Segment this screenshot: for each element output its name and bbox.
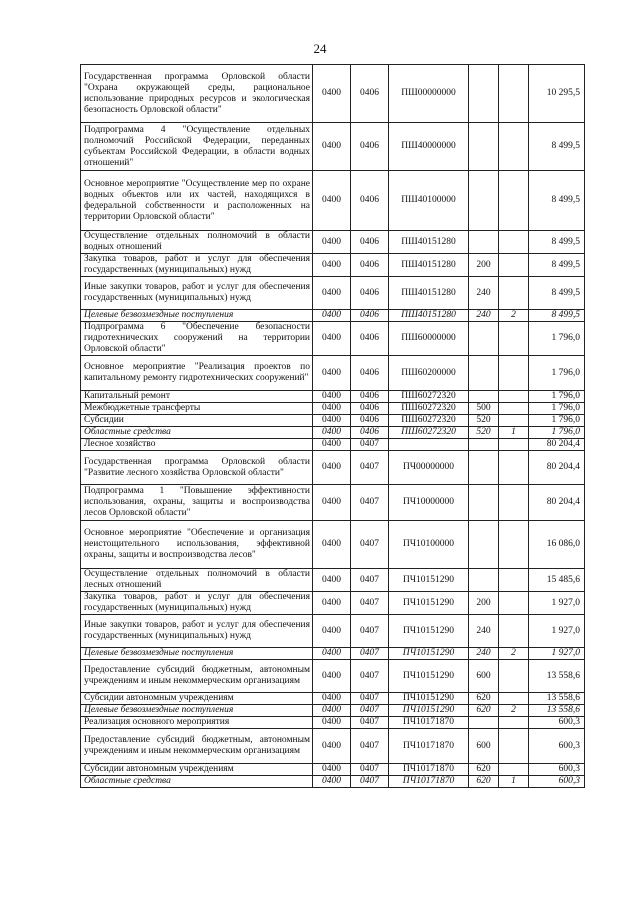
- cell-expense-type: 240: [469, 648, 499, 660]
- cell-subsection: 0406: [351, 322, 389, 356]
- cell-target-article: ПШ60272320: [389, 427, 469, 439]
- cell-subsection: 0407: [351, 660, 389, 693]
- cell-funding-source: 1: [499, 776, 529, 788]
- cell-expense-type: [469, 717, 499, 729]
- cell-expense-type: 240: [469, 277, 499, 310]
- cell-subsection: 0406: [351, 415, 389, 427]
- table-row: [81, 485, 585, 521]
- cell-expense-type: 520: [469, 427, 499, 439]
- cell-funding-source: [499, 231, 529, 254]
- table-row: [81, 776, 585, 788]
- cell-expense-type: [469, 451, 499, 485]
- cell-section: 0400: [313, 65, 351, 123]
- table-row: [81, 171, 585, 231]
- cell-name: Целевые безвозмездные поступления: [81, 705, 313, 717]
- cell-funding-source: [499, 391, 529, 403]
- cell-name: Предоставление субсидий бюджетным, автономным учреждениям и иным некоммерческим организациям: [81, 729, 313, 764]
- table-row: [81, 391, 585, 403]
- cell-amount: 600,3: [529, 764, 585, 776]
- cell-amount: 600,3: [529, 776, 585, 788]
- cell-funding-source: [499, 764, 529, 776]
- cell-name: Государственная программа Орловской области "Охрана окружающей среды, рациональное использование природных ресурсов и экологическая безопасность Орловской области": [81, 65, 313, 123]
- cell-amount: 1 796,0: [529, 427, 585, 439]
- cell-section: 0400: [313, 123, 351, 171]
- cell-subsection: 0406: [351, 254, 389, 277]
- cell-amount: 1 927,0: [529, 592, 585, 615]
- table-row: [81, 254, 585, 277]
- cell-funding-source: [499, 717, 529, 729]
- cell-funding-source: [499, 439, 529, 451]
- table-row: [81, 403, 585, 415]
- table-row: [81, 592, 585, 615]
- cell-name: Осуществление отдельных полномочий в области лесных отношений: [81, 569, 313, 592]
- table-row: [81, 231, 585, 254]
- cell-target-article: ПЧ10151290: [389, 660, 469, 693]
- cell-target-article: ПШ40151280: [389, 310, 469, 322]
- table-row: [81, 660, 585, 693]
- cell-amount: 8 499,5: [529, 231, 585, 254]
- cell-name: Межбюджетные трансферты: [81, 403, 313, 415]
- cell-amount: 1 796,0: [529, 356, 585, 391]
- cell-name: Областные средства: [81, 427, 313, 439]
- cell-section: 0400: [313, 391, 351, 403]
- cell-funding-source: [499, 485, 529, 521]
- table-row: [81, 451, 585, 485]
- cell-amount: 13 558,6: [529, 693, 585, 705]
- cell-target-article: [389, 439, 469, 451]
- cell-subsection: 0407: [351, 693, 389, 705]
- cell-target-article: ПШ40000000: [389, 123, 469, 171]
- cell-name: Субсидии автономным учреждениям: [81, 764, 313, 776]
- cell-funding-source: [499, 356, 529, 391]
- cell-subsection: 0407: [351, 439, 389, 451]
- cell-expense-type: 520: [469, 415, 499, 427]
- cell-funding-source: [499, 521, 529, 569]
- cell-expense-type: 600: [469, 729, 499, 764]
- cell-name: Подпрограмма 1 "Повышение эффективности использования, охраны, защиты и воспроизводства лесов Орловской области": [81, 485, 313, 521]
- cell-funding-source: [499, 277, 529, 310]
- cell-expense-type: [469, 65, 499, 123]
- cell-amount: 8 499,5: [529, 171, 585, 231]
- cell-name: Субсидии: [81, 415, 313, 427]
- cell-subsection: 0406: [351, 310, 389, 322]
- cell-section: 0400: [313, 729, 351, 764]
- cell-target-article: ПШ40151280: [389, 231, 469, 254]
- cell-subsection: 0406: [351, 65, 389, 123]
- cell-target-article: ПЧ10151290: [389, 693, 469, 705]
- cell-target-article: ПШ00000000: [389, 65, 469, 123]
- cell-subsection: 0406: [351, 427, 389, 439]
- cell-expense-type: [469, 439, 499, 451]
- cell-section: 0400: [313, 648, 351, 660]
- cell-amount: 1 796,0: [529, 403, 585, 415]
- cell-name: Закупка товаров, работ и услуг для обеспечения государственных (муниципальных) нужд: [81, 592, 313, 615]
- cell-section: 0400: [313, 521, 351, 569]
- cell-amount: 16 086,0: [529, 521, 585, 569]
- cell-amount: 13 558,6: [529, 660, 585, 693]
- table-row: [81, 277, 585, 310]
- cell-subsection: 0407: [351, 648, 389, 660]
- cell-expense-type: 620: [469, 764, 499, 776]
- table-row: [81, 648, 585, 660]
- cell-funding-source: 2: [499, 648, 529, 660]
- cell-funding-source: [499, 592, 529, 615]
- cell-amount: 8 499,5: [529, 277, 585, 310]
- cell-section: 0400: [313, 415, 351, 427]
- cell-target-article: ПЧ10151290: [389, 569, 469, 592]
- cell-target-article: ПЧ10171870: [389, 717, 469, 729]
- cell-subsection: 0407: [351, 705, 389, 717]
- cell-amount: 80 204,4: [529, 485, 585, 521]
- cell-target-article: ПЧ10171870: [389, 764, 469, 776]
- cell-target-article: ПЧ10100000: [389, 521, 469, 569]
- cell-subsection: 0406: [351, 356, 389, 391]
- cell-expense-type: 620: [469, 693, 499, 705]
- cell-target-article: ПШ60272320: [389, 415, 469, 427]
- cell-target-article: ПШ60200000: [389, 356, 469, 391]
- cell-target-article: ПШ60272320: [389, 403, 469, 415]
- table-row: [81, 322, 585, 356]
- cell-funding-source: [499, 415, 529, 427]
- budget-table: [80, 64, 585, 788]
- cell-amount: 15 485,6: [529, 569, 585, 592]
- cell-target-article: ПШ40151280: [389, 277, 469, 310]
- cell-target-article: ПШ60000000: [389, 322, 469, 356]
- cell-amount: 600,3: [529, 729, 585, 764]
- table-row: [81, 717, 585, 729]
- cell-expense-type: [469, 356, 499, 391]
- cell-section: 0400: [313, 776, 351, 788]
- cell-subsection: 0406: [351, 391, 389, 403]
- cell-expense-type: 240: [469, 615, 499, 648]
- cell-funding-source: [499, 615, 529, 648]
- cell-name: Целевые безвозмездные поступления: [81, 310, 313, 322]
- cell-section: 0400: [313, 569, 351, 592]
- cell-expense-type: [469, 569, 499, 592]
- cell-name: Основное мероприятие "Осуществление мер по охране водных объектов или их частей, находящихся в федеральной собственности и расположенных на территории Орловской области": [81, 171, 313, 231]
- cell-amount: 13 558,6: [529, 705, 585, 717]
- cell-section: 0400: [313, 764, 351, 776]
- table-row: [81, 705, 585, 717]
- cell-section: 0400: [313, 615, 351, 648]
- table-row: [81, 764, 585, 776]
- cell-amount: 1 927,0: [529, 615, 585, 648]
- cell-section: 0400: [313, 717, 351, 729]
- cell-target-article: ПШ40151280: [389, 254, 469, 277]
- cell-name: Подпрограмма 6 "Обеспечение безопасности гидротехнических сооружений на территории Орловской области": [81, 322, 313, 356]
- table-row: [81, 729, 585, 764]
- cell-section: 0400: [313, 322, 351, 356]
- table-body: [81, 65, 585, 788]
- cell-name: Предоставление субсидий бюджетным, автономным учреждениям и иным некоммерческим организациям: [81, 660, 313, 693]
- cell-expense-type: [469, 521, 499, 569]
- table-row: [81, 65, 585, 123]
- cell-amount: 600,3: [529, 717, 585, 729]
- cell-expense-type: 500: [469, 403, 499, 415]
- cell-section: 0400: [313, 310, 351, 322]
- cell-funding-source: [499, 729, 529, 764]
- cell-expense-type: [469, 391, 499, 403]
- cell-subsection: 0407: [351, 717, 389, 729]
- cell-amount: 8 499,5: [529, 310, 585, 322]
- cell-amount: 8 499,5: [529, 254, 585, 277]
- cell-target-article: ПЧ10151290: [389, 648, 469, 660]
- cell-funding-source: [499, 693, 529, 705]
- cell-section: 0400: [313, 485, 351, 521]
- cell-target-article: ПЧ10151290: [389, 592, 469, 615]
- cell-funding-source: [499, 322, 529, 356]
- cell-funding-source: [499, 123, 529, 171]
- cell-target-article: ПЧ00000000: [389, 451, 469, 485]
- cell-section: 0400: [313, 427, 351, 439]
- cell-amount: 10 295,5: [529, 65, 585, 123]
- cell-target-article: ПШ40100000: [389, 171, 469, 231]
- cell-subsection: 0407: [351, 569, 389, 592]
- cell-section: 0400: [313, 171, 351, 231]
- cell-funding-source: [499, 171, 529, 231]
- cell-name: Капитальный ремонт: [81, 391, 313, 403]
- cell-name: Осуществление отдельных полномочий в области водных отношений: [81, 231, 313, 254]
- cell-expense-type: 200: [469, 254, 499, 277]
- cell-section: 0400: [313, 592, 351, 615]
- cell-name: Областные средства: [81, 776, 313, 788]
- cell-expense-type: [469, 123, 499, 171]
- page-number: 24: [313, 41, 327, 56]
- cell-subsection: 0407: [351, 764, 389, 776]
- cell-name: Лесное хозяйство: [81, 439, 313, 451]
- cell-section: 0400: [313, 439, 351, 451]
- cell-target-article: ПЧ10151290: [389, 705, 469, 717]
- cell-funding-source: 1: [499, 427, 529, 439]
- cell-amount: 1 796,0: [529, 415, 585, 427]
- cell-subsection: 0406: [351, 277, 389, 310]
- cell-target-article: ПЧ10171870: [389, 729, 469, 764]
- cell-name: Целевые безвозмездные поступления: [81, 648, 313, 660]
- cell-amount: 80 204,4: [529, 439, 585, 451]
- cell-name: Иные закупки товаров, работ и услуг для обеспечения государственных (муниципальных) нужд: [81, 277, 313, 310]
- cell-funding-source: [499, 451, 529, 485]
- cell-subsection: 0407: [351, 592, 389, 615]
- cell-name: Основное мероприятие "Обеспечение и организация неистощительного использования, эффективной охраны, защиты и воспроизводства лесов": [81, 521, 313, 569]
- cell-subsection: 0407: [351, 729, 389, 764]
- cell-expense-type: 620: [469, 705, 499, 717]
- cell-section: 0400: [313, 451, 351, 485]
- cell-section: 0400: [313, 254, 351, 277]
- cell-expense-type: 600: [469, 660, 499, 693]
- cell-expense-type: 620: [469, 776, 499, 788]
- cell-expense-type: [469, 485, 499, 521]
- cell-subsection: 0407: [351, 451, 389, 485]
- cell-target-article: ПЧ10171870: [389, 776, 469, 788]
- cell-target-article: ПШ60272320: [389, 391, 469, 403]
- cell-funding-source: [499, 65, 529, 123]
- cell-section: 0400: [313, 356, 351, 391]
- cell-subsection: 0406: [351, 403, 389, 415]
- cell-subsection: 0406: [351, 123, 389, 171]
- cell-name: Субсидии автономным учреждениям: [81, 693, 313, 705]
- cell-amount: 1 927,0: [529, 648, 585, 660]
- cell-amount: 1 796,0: [529, 391, 585, 403]
- cell-expense-type: [469, 322, 499, 356]
- cell-funding-source: 2: [499, 705, 529, 717]
- cell-subsection: 0407: [351, 485, 389, 521]
- cell-amount: 1 796,0: [529, 322, 585, 356]
- cell-subsection: 0406: [351, 231, 389, 254]
- table-row: [81, 439, 585, 451]
- cell-name: Основное мероприятие "Реализация проектов по капитальному ремонту гидротехнических сооружений": [81, 356, 313, 391]
- cell-funding-source: [499, 569, 529, 592]
- table-row: [81, 310, 585, 322]
- cell-name: Закупка товаров, работ и услуг для обеспечения государственных (муниципальных) нужд: [81, 254, 313, 277]
- cell-funding-source: [499, 403, 529, 415]
- cell-section: 0400: [313, 277, 351, 310]
- cell-section: 0400: [313, 693, 351, 705]
- cell-section: 0400: [313, 231, 351, 254]
- cell-section: 0400: [313, 403, 351, 415]
- table-row: [81, 615, 585, 648]
- cell-name: Государственная программа Орловской области "Развитие лесного хозяйства Орловской области": [81, 451, 313, 485]
- cell-funding-source: [499, 660, 529, 693]
- table-row: [81, 356, 585, 391]
- cell-expense-type: 240: [469, 310, 499, 322]
- cell-amount: 8 499,5: [529, 123, 585, 171]
- cell-target-article: ПЧ10151290: [389, 615, 469, 648]
- table-row: [81, 521, 585, 569]
- cell-section: 0400: [313, 660, 351, 693]
- table-row: [81, 415, 585, 427]
- cell-subsection: 0407: [351, 521, 389, 569]
- cell-target-article: ПЧ10000000: [389, 485, 469, 521]
- table-row: [81, 569, 585, 592]
- cell-name: Подпрограмма 4 "Осуществление отдельных полномочий Российской Федерации, переданных субъектам Российской Федерации, в области водных отношений": [81, 123, 313, 171]
- cell-name: Реализация основного мероприятия: [81, 717, 313, 729]
- table-row: [81, 427, 585, 439]
- table-row: [81, 693, 585, 705]
- cell-name: Иные закупки товаров, работ и услуг для обеспечения государственных (муниципальных) нужд: [81, 615, 313, 648]
- cell-expense-type: [469, 171, 499, 231]
- cell-subsection: 0406: [351, 171, 389, 231]
- cell-subsection: 0407: [351, 776, 389, 788]
- table-row: [81, 123, 585, 171]
- cell-funding-source: 2: [499, 310, 529, 322]
- cell-expense-type: 200: [469, 592, 499, 615]
- cell-section: 0400: [313, 705, 351, 717]
- cell-expense-type: [469, 231, 499, 254]
- cell-amount: 80 204,4: [529, 451, 585, 485]
- cell-subsection: 0407: [351, 615, 389, 648]
- cell-funding-source: [499, 254, 529, 277]
